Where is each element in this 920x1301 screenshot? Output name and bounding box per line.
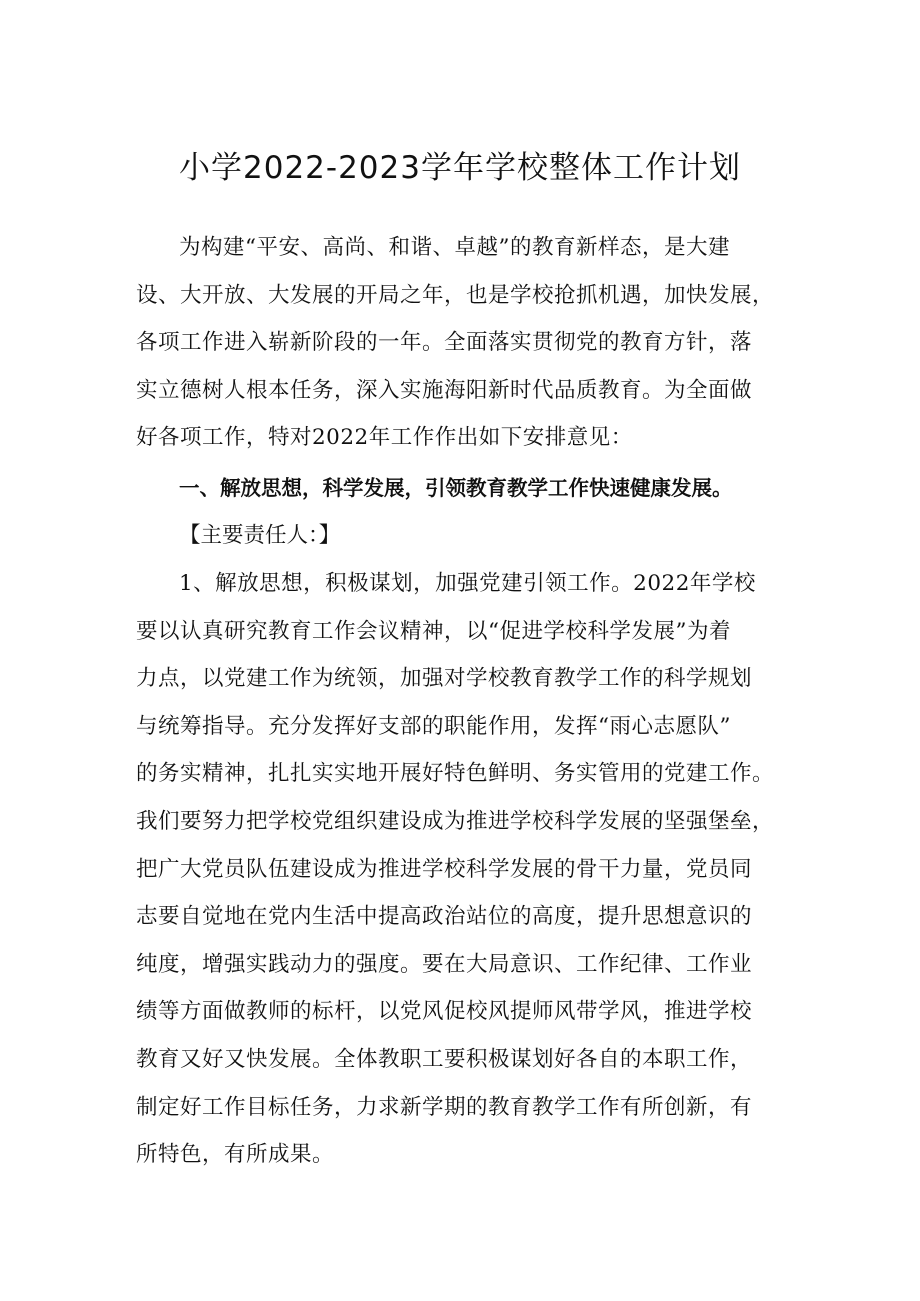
item-1-line: 教育又好又快发展。全体教职工要积极谋划好各自的本职工作， <box>136 1046 753 1072</box>
item-1-line: 的务实精神，扎扎实实地开展好特色鲜明、务实管用的党建工作。 <box>136 761 775 787</box>
item-1-line: 把广大党员队伍建设成为推进学校科学发展的骨干力量，党员同 <box>136 856 753 882</box>
item-1-line: 纯度，增强实践动力的强度。要在大局意识、工作纪律、工作业 <box>136 951 753 977</box>
intro-paragraph <box>136 224 788 462</box>
item-1-paragraph <box>136 560 788 1179</box>
intro-line: 实立德树人根本任务，深入实施海阳新时代品质教育。为全面做 <box>136 377 753 403</box>
item-1-line: 志要自觉地在党内生活中提高政治站位的高度，提升思想意识的 <box>136 904 753 930</box>
document-title: 小学2022-2023学年学校整体工作计划 <box>179 150 741 186</box>
item-1-line: 绩等方面做教师的标杆，以党风促校风提师风带学风，推进学校 <box>136 999 753 1025</box>
intro-line: 好各项工作，特对2022年工作作出如下安排意见： <box>136 425 633 451</box>
item-1-line: 1、解放思想，积极谋划，加强党建引领工作。2022年学校 <box>179 571 756 596</box>
intro-line: 各项工作进入崭新阶段的一年。全面落实贯彻党的教育方针，落 <box>136 330 753 356</box>
item-1-line: 力点，以党建工作为统领，加强对学校教育教学工作的科学规划 <box>136 666 753 692</box>
item-1-line: 制定好工作目标任务，力求新学期的教育教学工作有所创新，有 <box>136 1094 753 1120</box>
intro-line: 设、大开放、大发展的开局之年，也是学校抢抓机遇，加快发展， <box>136 282 775 308</box>
responsible-person-label: 【主要责任人：】 <box>179 523 341 548</box>
item-1-line: 我们要努力把学校党组织建设成为推进学校科学发展的坚强堡垒， <box>136 808 775 834</box>
item-1-line: 要以认真研究教育工作会议精神，以“促进学校科学发展”为着 <box>136 618 731 644</box>
section-heading: 一、解放思想，科学发展，引领教育教学工作快速健康发展。 <box>179 476 733 500</box>
item-1-line: 所特色，有所成果。 <box>136 1142 335 1168</box>
item-1-line: 与统筹指导。充分发挥好支部的职能作用，发挥“雨心志愿队” <box>136 713 731 739</box>
intro-line: 为构建“平安、高尚、和谐、卓越”的教育新样态，是大建 <box>179 235 730 260</box>
